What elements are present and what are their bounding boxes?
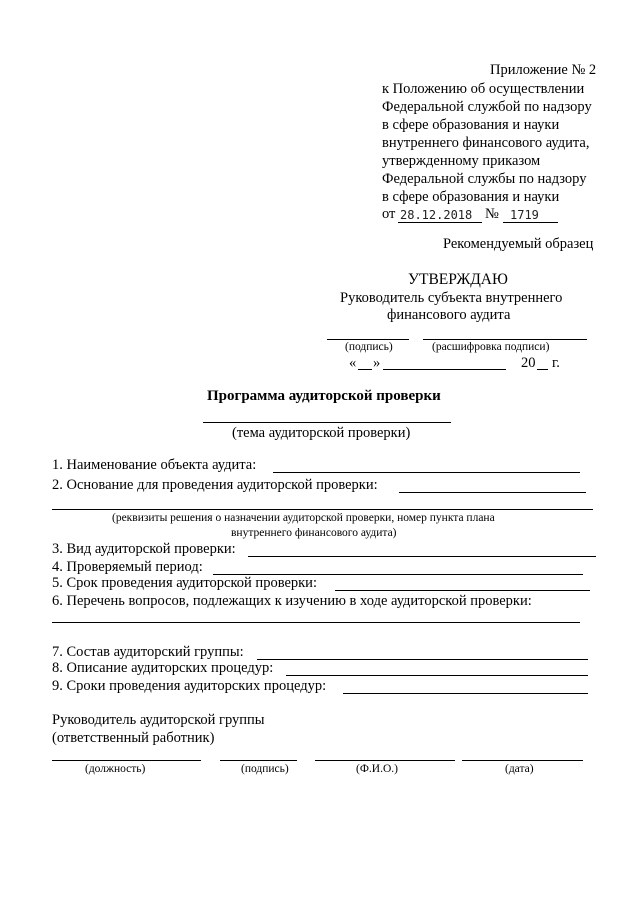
item-3-field[interactable] xyxy=(248,556,596,557)
item-3 xyxy=(52,541,236,559)
approve-title: УТВЕРЖДАЮ xyxy=(408,271,508,288)
annex-line: Федеральной службой по надзору xyxy=(382,99,592,115)
day-line xyxy=(358,369,372,370)
date-caption: (дата) xyxy=(505,763,534,775)
basis-caption-2: внутреннего финансового аудита) xyxy=(231,527,397,539)
item-2-extra-line[interactable] xyxy=(52,509,593,510)
item-8-field[interactable] xyxy=(286,675,588,676)
annex-number-value: 1719 xyxy=(510,208,539,222)
position-line[interactable] xyxy=(52,760,201,761)
item-9-label: 9. Сроки проведения аудиторских процедур: xyxy=(52,678,327,694)
approve-line2: финансового аудита xyxy=(387,307,511,323)
sign-line xyxy=(327,339,409,340)
topic-caption: (тема аудиторской проверки) xyxy=(232,425,411,441)
item-6-label: 6. Перечень вопросов, подлежащих к изучению в ходе аудиторской проверки: xyxy=(52,593,532,609)
item-1 xyxy=(52,457,256,475)
annex-line: внутреннего финансового аудита, xyxy=(382,135,590,151)
item-9 xyxy=(52,678,326,696)
item-1-label: 1. Наименование объекта аудита: xyxy=(52,457,257,473)
annex-line: в сфере образования и науки xyxy=(382,117,560,133)
year-prefix: 20 xyxy=(521,355,536,371)
annex-number-sign: № xyxy=(485,206,499,222)
annex-line: к Положению об осуществлении xyxy=(382,81,585,97)
fio-line[interactable] xyxy=(315,760,455,761)
decode-caption: (расшифровка подписи) xyxy=(432,341,550,353)
year-suffix: г. xyxy=(552,355,560,371)
item-2-label: 2. Основание для проведения аудиторской проверки: xyxy=(52,477,378,493)
item-7-label: 7. Состав аудиторский группы: xyxy=(52,644,244,660)
item-2 xyxy=(52,477,378,495)
head-line2: (ответственный работник) xyxy=(52,730,215,746)
item-9-field[interactable] xyxy=(343,693,588,694)
item-4-label: 4. Проверяемый период: xyxy=(52,559,203,575)
item-5-label: 5. Срок проведения аудиторской проверки: xyxy=(52,575,317,591)
annex-title: Приложение № 2 xyxy=(490,62,597,78)
item-3-label: 3. Вид аудиторской проверки: xyxy=(52,541,236,557)
recommended-sample: Рекомендуемый образец xyxy=(443,236,594,252)
quote-close: » xyxy=(373,355,381,371)
approve-line1: Руководитель субъекта внутреннего xyxy=(340,290,563,306)
fio-caption: (Ф.И.О.) xyxy=(356,763,398,775)
decode-line xyxy=(423,339,587,340)
annex-line: Федеральной службы по надзору xyxy=(382,171,587,187)
signature-line[interactable] xyxy=(220,760,297,761)
annex-date-value: 28.12.2018 xyxy=(400,208,473,222)
date-line[interactable] xyxy=(462,760,583,761)
program-title: Программа аудиторской проверки xyxy=(207,388,441,404)
quote-open: « xyxy=(349,355,357,371)
signature-caption: (подпись) xyxy=(241,763,289,775)
item-6-field[interactable] xyxy=(52,622,580,623)
item-1-field[interactable] xyxy=(273,472,580,473)
item-8-label: 8. Описание аудиторских процедур: xyxy=(52,660,274,676)
item-5 xyxy=(52,575,317,593)
item-7-field[interactable] xyxy=(257,659,588,660)
position-caption: (должность) xyxy=(85,763,146,775)
annex-line: утвержденному приказом xyxy=(382,153,541,169)
sign-caption: (подпись) xyxy=(345,341,393,353)
month-line xyxy=(383,369,506,370)
annex-line: в сфере образования и науки xyxy=(382,189,560,205)
item-6 xyxy=(52,593,532,611)
basis-caption-1: (реквизиты решения о назначении аудиторской проверки, номер пункта плана xyxy=(112,512,495,524)
item-2-field[interactable] xyxy=(399,492,586,493)
annex-number-underline xyxy=(503,222,558,223)
topic-line xyxy=(203,422,451,423)
year-line xyxy=(537,369,548,370)
annex-date-prefix: от xyxy=(382,206,396,222)
item-8 xyxy=(52,660,273,678)
head-line1: Руководитель аудиторской группы xyxy=(52,712,265,728)
item-5-field[interactable] xyxy=(335,590,590,591)
annex-date-underline xyxy=(398,222,482,223)
